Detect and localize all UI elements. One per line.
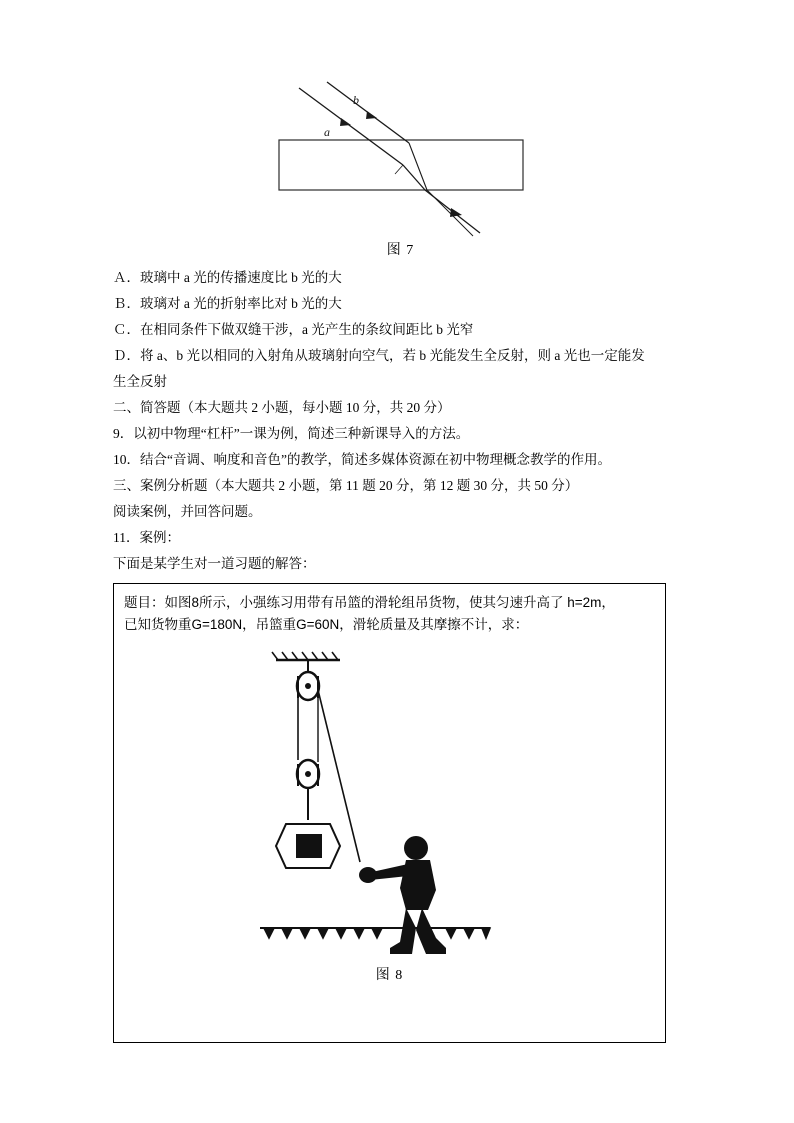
question-10: 10．结合“音调、响度和音色”的教学，简述多媒体资源在初中物理概念教学的作用。 (113, 452, 611, 467)
figure-7 (275, 78, 527, 259)
document-content (113, 78, 688, 1043)
svg-text:b: b (352, 93, 359, 107)
problem-box (113, 583, 666, 1043)
option-b: Ｂ．玻璃对 a 光的折射率比对 b 光的大 (113, 296, 342, 311)
figure-8-image (240, 642, 540, 962)
figure-7-caption: 图 7 (386, 243, 415, 258)
option-d: Ｄ．将 a、b 光以相同的入射角从玻璃射向空气，若 b 光能发生全反射，则 a 光也一定能发 (113, 348, 645, 363)
section-3-instruction: 阅读案例，并回答问题。 (113, 504, 262, 519)
figure-8-caption: 图 8 (375, 968, 404, 983)
question-9: 9．以初中物理“杠杆”一课为例，简述三种新课导入的方法。 (113, 426, 470, 441)
option-c: Ｃ．在相同条件下做双缝干涉，a 光产生的条纹间距比 b 光窄 (113, 322, 474, 337)
problem-line-1: 题目：如图8所示，小强练习用带有吊篮的滑轮组吊货物，使其匀速升高了 h=2m， (124, 595, 615, 610)
question-11-lead: 下面是某学生对一道习题的解答： (113, 556, 316, 571)
problem-line-2: 已知货物重G=180N，吊篮重G=60N，滑轮质量及其摩擦不计，求： (124, 617, 529, 632)
section-2-heading: 二、简答题（本大题共 2 小题，每小题 10 分，共 20 分） (113, 400, 451, 415)
section-3-heading: 三、案例分析题（本大题共 2 小题，第 11 题 20 分，第 12 题 30 分，共 50 分） (113, 478, 579, 493)
figure-7-image (275, 78, 527, 238)
option-a: Ａ．玻璃中 a 光的传播速度比 b 光的大 (113, 270, 342, 285)
figure-8 (240, 642, 540, 984)
svg-text:a: a (323, 125, 330, 139)
question-11-label: 11．案例： (113, 530, 180, 545)
option-d-continued: 生全反射 (113, 374, 167, 389)
